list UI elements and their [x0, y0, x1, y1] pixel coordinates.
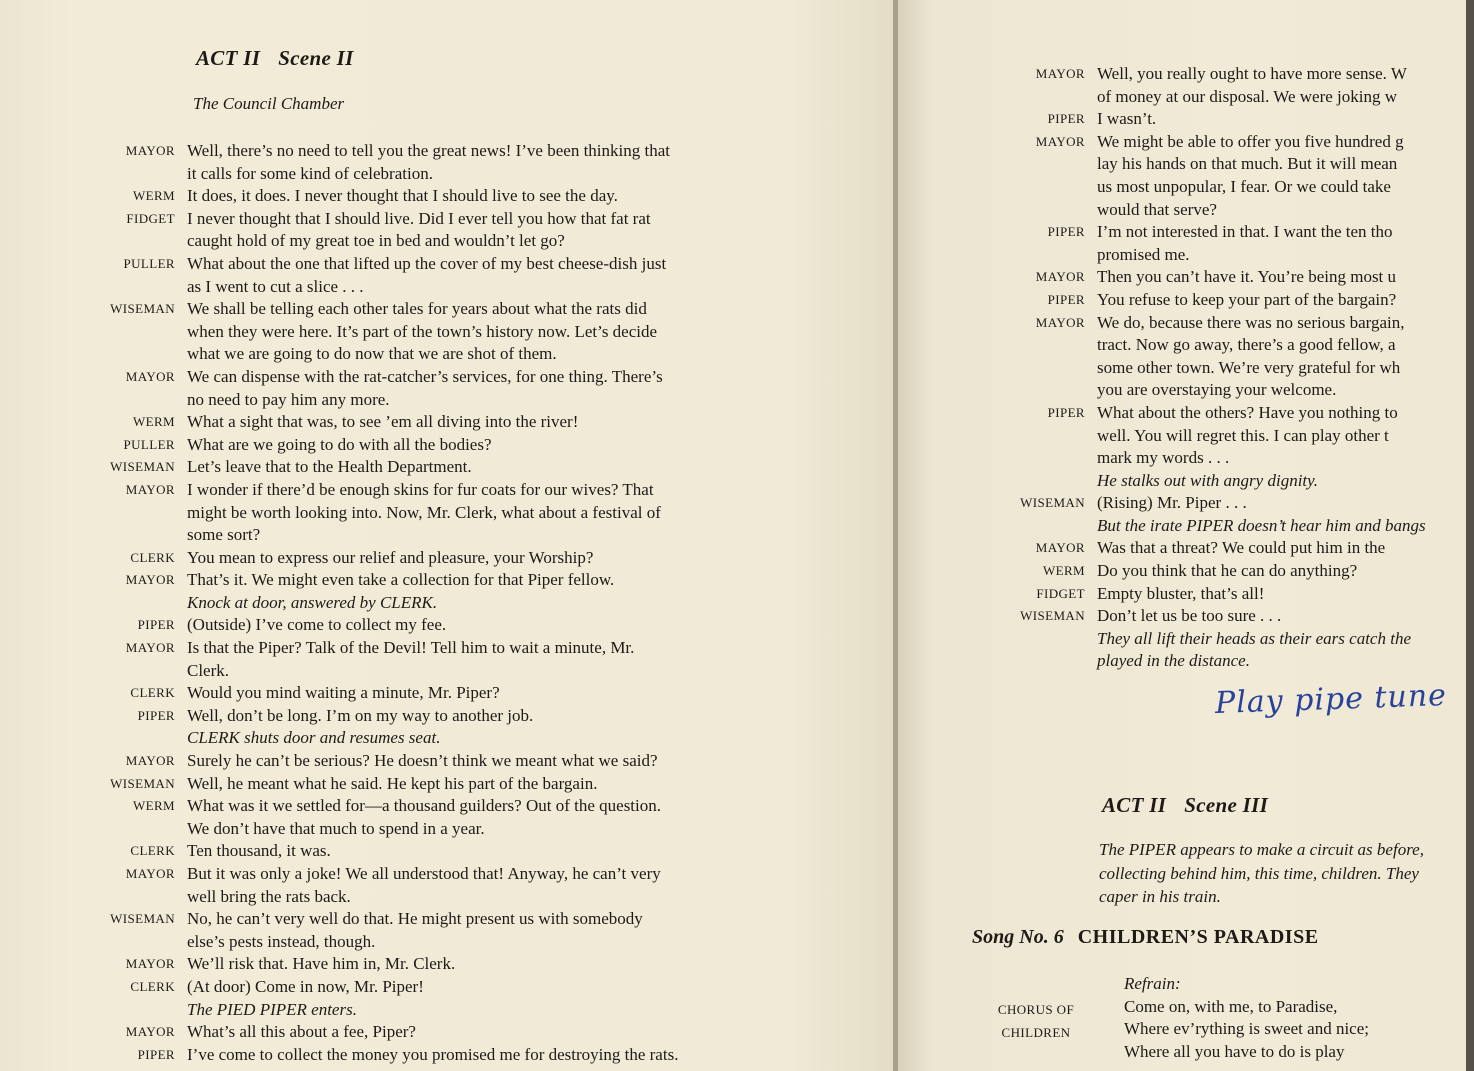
song-number: Song No. 6	[972, 926, 1064, 948]
song-lyrics	[1124, 973, 1369, 1063]
stage-direction	[95, 592, 795, 615]
handwritten-note: Play pipe tune	[1214, 677, 1448, 722]
dialogue-line	[95, 614, 795, 637]
speaker-name: PIPER	[1047, 291, 1085, 307]
speech-line: I’ve come to collect the money you promised me for destroying the rats.	[187, 1044, 679, 1064]
speech-line: I wonder if there’d be enough skins for fur coats for our wives? That	[187, 479, 654, 499]
speech-line: Well, there’s no need to tell you the great news! I’ve been thinking that	[187, 141, 670, 160]
speaker-name: CLERK	[130, 549, 175, 565]
speech-line: I’m not interested in that. I want the ten tho	[1097, 222, 1393, 242]
stage-direction-text	[1097, 515, 1426, 538]
speech-text	[187, 253, 666, 298]
stage-direction	[1005, 515, 1474, 538]
speaker-name: WISEMAN	[110, 459, 175, 475]
speech-line: He stalks out with angry dignity.	[1097, 470, 1318, 490]
dialogue-line	[1005, 402, 1474, 470]
speech-line: it calls for some kind of celebration.	[187, 163, 433, 183]
speech-line: well bring the rats back.	[187, 886, 351, 906]
stage-direction-text	[1097, 628, 1411, 673]
stage-direction-text	[187, 999, 357, 1022]
script-dialogue-left	[95, 140, 795, 1066]
dialogue-line	[95, 569, 795, 592]
speaker-name: WERM	[1042, 563, 1085, 579]
chorus-speaker	[990, 999, 1082, 1044]
speech-line: Then you can’t have it. You’re being most u	[1097, 267, 1397, 287]
speech-text	[187, 863, 661, 908]
speech-line: We might be able to offer you five hundred g	[1097, 131, 1404, 151]
dialogue-line	[95, 185, 795, 208]
speech-line: CLERK shuts door and resumes seat.	[187, 728, 441, 748]
dialogue-line	[95, 411, 795, 434]
speech-line: It does, it does. I never thought that I should live to see the day.	[187, 186, 618, 206]
speech-text	[187, 185, 618, 208]
speech-line: some sort?	[187, 525, 261, 545]
speaker-name: MAYOR	[125, 956, 175, 972]
refrain-label: Refrain:	[1124, 974, 1181, 993]
speaker-name: PIPER	[1047, 111, 1085, 127]
speech-line: We do, because there was no serious bargain,	[1097, 312, 1405, 332]
speech-line: (Rising) Mr. Piper . . .	[1097, 493, 1247, 513]
speaker-name: MAYOR	[125, 640, 175, 656]
speech-line: We don’t have that much to spend in a year.	[187, 818, 485, 838]
dialogue-line	[95, 773, 795, 796]
speech-line: But it was only a joke! We all understood that! Anyway, he can’t very	[187, 864, 661, 883]
speech-line: else’s pests instead, though.	[187, 931, 376, 951]
speech-line: I wasn’t.	[1097, 109, 1157, 129]
dialogue-line	[95, 795, 795, 840]
speaker-name: WISEMAN	[1020, 608, 1085, 624]
dialogue-line	[95, 908, 795, 953]
speaker-name: PULLER	[123, 436, 175, 452]
stage-direction-text	[187, 727, 440, 750]
speech-text	[1097, 108, 1156, 131]
speaker-name: FIDGET	[126, 210, 175, 226]
scene-heading	[196, 46, 354, 71]
speech-line: I never thought that I should live. Did I ever tell you how that fat rat	[187, 208, 651, 228]
speech-text	[187, 434, 492, 457]
speech-line: mark my words . . .	[1097, 448, 1230, 468]
speech-text	[1097, 560, 1357, 583]
speech-text	[1097, 583, 1264, 606]
dialogue-line	[1005, 131, 1474, 221]
speech-line: (Outside) I’ve come to collect my fee.	[187, 615, 447, 635]
speech-text	[187, 1021, 416, 1044]
speech-text	[187, 456, 472, 479]
speaker-name: MAYOR	[125, 1024, 175, 1040]
speech-line: We’ll risk that. Have him in, Mr. Clerk.	[187, 954, 456, 974]
speech-line: you are overstaying your welcome.	[1097, 380, 1337, 400]
stage-direction	[1005, 470, 1474, 493]
speech-line: of money at our disposal. We were joking w	[1097, 86, 1398, 106]
speech-line: Don’t let us be too sure . . .	[1097, 606, 1282, 626]
lyric-line: Come on, with me, to Paradise,	[1124, 996, 1338, 1016]
speaker-name: WERM	[132, 414, 175, 430]
lyric-line: Where ev’rything is sweet and nice;	[1124, 1019, 1369, 1039]
dialogue-line	[1005, 583, 1474, 606]
stage-direction	[1005, 628, 1474, 673]
script-dialogue-right	[1005, 63, 1474, 673]
song-heading	[972, 926, 1319, 949]
speech-line: What was it we settled for—a thousand guilders? Out of the question.	[187, 796, 661, 816]
act-label: ACT II	[1102, 793, 1167, 817]
speech-line: might be worth looking into. Now, Mr. Clerk, what about a festival of	[187, 502, 661, 522]
speech-text	[187, 705, 533, 728]
speaker-name: PULLER	[123, 255, 175, 271]
speech-line: as I went to cut a slice . . .	[187, 276, 364, 296]
speech-line: well. You will regret this. I can play other t	[1097, 425, 1389, 445]
dialogue-line	[95, 479, 795, 547]
speaker-name: CLERK	[130, 978, 175, 994]
speaker-name: PIPER	[137, 617, 175, 633]
chorus-speaker-line: CHORUS OF	[997, 1002, 1075, 1017]
dialogue-line	[95, 208, 795, 253]
speaker-name: CLERK	[130, 685, 175, 701]
stage-direction	[95, 727, 795, 750]
dialogue-line	[95, 705, 795, 728]
speech-line: caught hold of my great toe in bed and wouldn’t let go?	[187, 231, 565, 251]
speech-line: Well, don’t be long. I’m on my way to another job.	[187, 705, 534, 725]
speech-text	[187, 750, 658, 773]
dialogue-line	[1005, 63, 1474, 108]
dialogue-line	[1005, 266, 1474, 289]
speech-line: You refuse to keep your part of the bargain?	[1097, 289, 1397, 309]
dialogue-line	[95, 140, 795, 185]
stage-direction-text	[1097, 470, 1318, 493]
speech-line: Is that the Piper? Talk of the Devil! Tell him to wait a minute, Mr.	[187, 638, 635, 658]
speech-line: Would you mind waiting a minute, Mr. Piper?	[187, 683, 500, 703]
speech-text	[1097, 312, 1405, 402]
speech-line: some other town. We’re very grateful for wh	[1097, 357, 1401, 377]
speaker-name: MAYOR	[125, 143, 175, 158]
dialogue-line	[95, 1021, 795, 1044]
speech-line: Well, he meant what he said. He kept his part of the bargain.	[187, 773, 598, 793]
speech-line: What’s all this about a fee, Piper?	[187, 1022, 416, 1042]
speech-text	[187, 547, 593, 570]
speech-line: What are we going to do with all the bodies?	[187, 434, 492, 454]
speech-line: tract. Now go away, there’s a good fellow, a	[1097, 335, 1396, 355]
page-edge-shadow	[1466, 0, 1474, 1071]
speaker-name: CLERK	[130, 843, 175, 859]
speech-line: (At door) Come in now, Mr. Piper!	[187, 976, 424, 996]
speech-text	[187, 569, 614, 592]
scene-label: Scene II	[278, 46, 354, 70]
dialogue-line	[95, 1044, 795, 1067]
speech-text	[1097, 537, 1385, 560]
scene-heading-right	[1102, 793, 1268, 818]
speaker-name: WISEMAN	[110, 301, 175, 317]
speech-text	[1097, 131, 1404, 221]
speech-line: Knock at door, answered by CLERK.	[187, 592, 438, 612]
dialogue-line	[1005, 537, 1474, 560]
speech-line: us most unpopular, I fear. Or we could take	[1097, 176, 1391, 196]
dialogue-line	[1005, 108, 1474, 131]
dialogue-line	[1005, 221, 1474, 266]
speech-text	[187, 366, 663, 411]
speech-line: Ten thousand, it was.	[187, 841, 331, 861]
speech-text	[187, 298, 657, 366]
speaker-name	[95, 727, 187, 730]
scene-label: Scene III	[1184, 793, 1269, 817]
speech-text	[187, 976, 424, 999]
speaker-name: WISEMAN	[110, 775, 175, 791]
speech-line: We can dispense with the rat-catcher’s services, for one thing. There’s	[187, 366, 663, 386]
speech-text	[187, 795, 661, 840]
dialogue-line	[95, 366, 795, 411]
speech-line: You mean to express our relief and pleasure, your Worship?	[187, 547, 594, 567]
speech-line: what we are going to do now that we are shot of them.	[187, 344, 557, 364]
act-label: ACT II	[196, 46, 261, 70]
speaker-name: MAYOR	[125, 572, 175, 588]
dialogue-line	[1005, 560, 1474, 583]
speaker-name	[1005, 470, 1097, 473]
dialogue-line	[95, 976, 795, 999]
speech-line: Well, you really ought to have more sense. W	[1097, 64, 1407, 83]
scene-direction-line: collecting behind him, this time, children. They	[1099, 863, 1419, 883]
speaker-name: MAYOR	[125, 866, 175, 881]
dialogue-line	[95, 953, 795, 976]
speech-text	[187, 840, 331, 863]
speech-text	[187, 1044, 678, 1067]
speech-line: That’s it. We might even take a collection for that Piper fellow.	[187, 570, 615, 590]
speech-text	[187, 682, 500, 705]
dialogue-line	[1005, 492, 1474, 515]
speaker-name: MAYOR	[125, 481, 175, 497]
speech-line: They all lift their heads as their ears catch the	[1097, 628, 1411, 648]
speaker-name: MAYOR	[1035, 133, 1085, 149]
dialogue-line	[95, 863, 795, 908]
speech-line: Let’s leave that to the Health Department.	[187, 457, 472, 477]
dialogue-line	[1005, 605, 1474, 628]
speech-text	[1097, 402, 1398, 470]
speech-line: Empty bluster, that’s all!	[1097, 583, 1265, 603]
speaker-name	[95, 999, 187, 1002]
speech-text	[187, 208, 651, 253]
scene-direction-line: The PIPER appears to make a circuit as before,	[1099, 840, 1424, 859]
speaker-name: PIPER	[1047, 404, 1085, 420]
speaker-name: WERM	[132, 188, 175, 204]
speaker-name	[1005, 628, 1097, 631]
speaker-name: FIDGET	[1036, 585, 1085, 601]
chorus-speaker-line: CHILDREN	[1001, 1024, 1071, 1040]
speech-line: The PIED PIPER enters.	[187, 999, 357, 1019]
speech-text	[187, 614, 446, 637]
speaker-name: WISEMAN	[110, 911, 175, 927]
dialogue-line	[95, 434, 795, 457]
dialogue-line	[95, 682, 795, 705]
dialogue-line	[95, 840, 795, 863]
speech-line: played in the distance.	[1097, 651, 1250, 671]
speech-line: No, he can’t very well do that. He might present us with somebody	[187, 909, 643, 929]
speech-text	[1097, 221, 1393, 266]
speaker-name: WERM	[132, 798, 175, 814]
speaker-name: MAYOR	[1035, 314, 1085, 330]
speech-line: What about the one that lifted up the cover of my best cheese-dish just	[187, 253, 667, 273]
speech-line: Surely he can’t be serious? He doesn’t think we meant what we said?	[187, 751, 658, 771]
speech-text	[187, 479, 661, 547]
dialogue-line	[95, 637, 795, 682]
speech-line: What about the others? Have you nothing to	[1097, 402, 1398, 422]
speaker-name: PIPER	[137, 1046, 175, 1062]
speech-text	[187, 908, 643, 953]
speech-line: We shall be telling each other tales for years about what the rats did	[187, 299, 647, 319]
speaker-name: MAYOR	[125, 368, 175, 384]
speech-text	[1097, 266, 1396, 289]
stage-direction	[95, 999, 795, 1022]
song-title: CHILDREN’S PARADISE	[1077, 926, 1319, 948]
speaker-name: MAYOR	[1035, 269, 1085, 285]
speaker-name: MAYOR	[1035, 66, 1085, 81]
speech-text	[187, 953, 455, 976]
lyric-line: Where all you have to do is play	[1124, 1041, 1345, 1061]
speech-text	[187, 411, 578, 434]
dialogue-line	[95, 253, 795, 298]
dialogue-line	[1005, 312, 1474, 402]
speech-text	[187, 140, 670, 185]
stage-direction-text	[187, 592, 437, 615]
speech-line: Was that a threat? We could put him in the	[1097, 538, 1386, 558]
speech-line: lay his hands on that much. But it will mean	[1097, 154, 1398, 174]
speech-text	[1097, 289, 1396, 312]
speech-text	[1097, 605, 1281, 628]
speech-line: promised me.	[1097, 244, 1190, 264]
dialogue-line	[95, 456, 795, 479]
speech-line: would that serve?	[1097, 199, 1217, 219]
speaker-name	[95, 592, 187, 595]
scene-direction-line: caper in his train.	[1099, 887, 1221, 906]
speaker-name: WISEMAN	[1020, 495, 1085, 511]
dialogue-line	[1005, 289, 1474, 312]
speaker-name: MAYOR	[1035, 540, 1085, 556]
speech-line: But the irate PIPER doesn’t hear him and bangs	[1097, 515, 1426, 535]
speaker-name: PIPER	[1047, 224, 1085, 240]
speech-line: Do you think that he can do anything?	[1097, 561, 1358, 581]
speech-text	[1097, 63, 1407, 108]
speech-line: What a sight that was, to see ’em all diving into the river!	[187, 412, 579, 432]
setting-label: The Council Chamber	[193, 94, 345, 113]
dialogue-line	[95, 547, 795, 570]
speech-line: Clerk.	[187, 660, 230, 680]
speaker-name	[1005, 515, 1097, 518]
dialogue-line	[95, 298, 795, 366]
speaker-name: PIPER	[137, 707, 175, 723]
speech-text	[187, 637, 634, 682]
speech-text	[187, 773, 597, 796]
speech-line: when they were here. It’s part of the town’s history now. Let’s decide	[187, 321, 658, 341]
dialogue-line	[95, 750, 795, 773]
speaker-name: MAYOR	[125, 753, 175, 769]
speech-line: no need to pay him any more.	[187, 389, 390, 409]
speech-text	[1097, 492, 1247, 515]
scene-direction	[1099, 838, 1424, 909]
